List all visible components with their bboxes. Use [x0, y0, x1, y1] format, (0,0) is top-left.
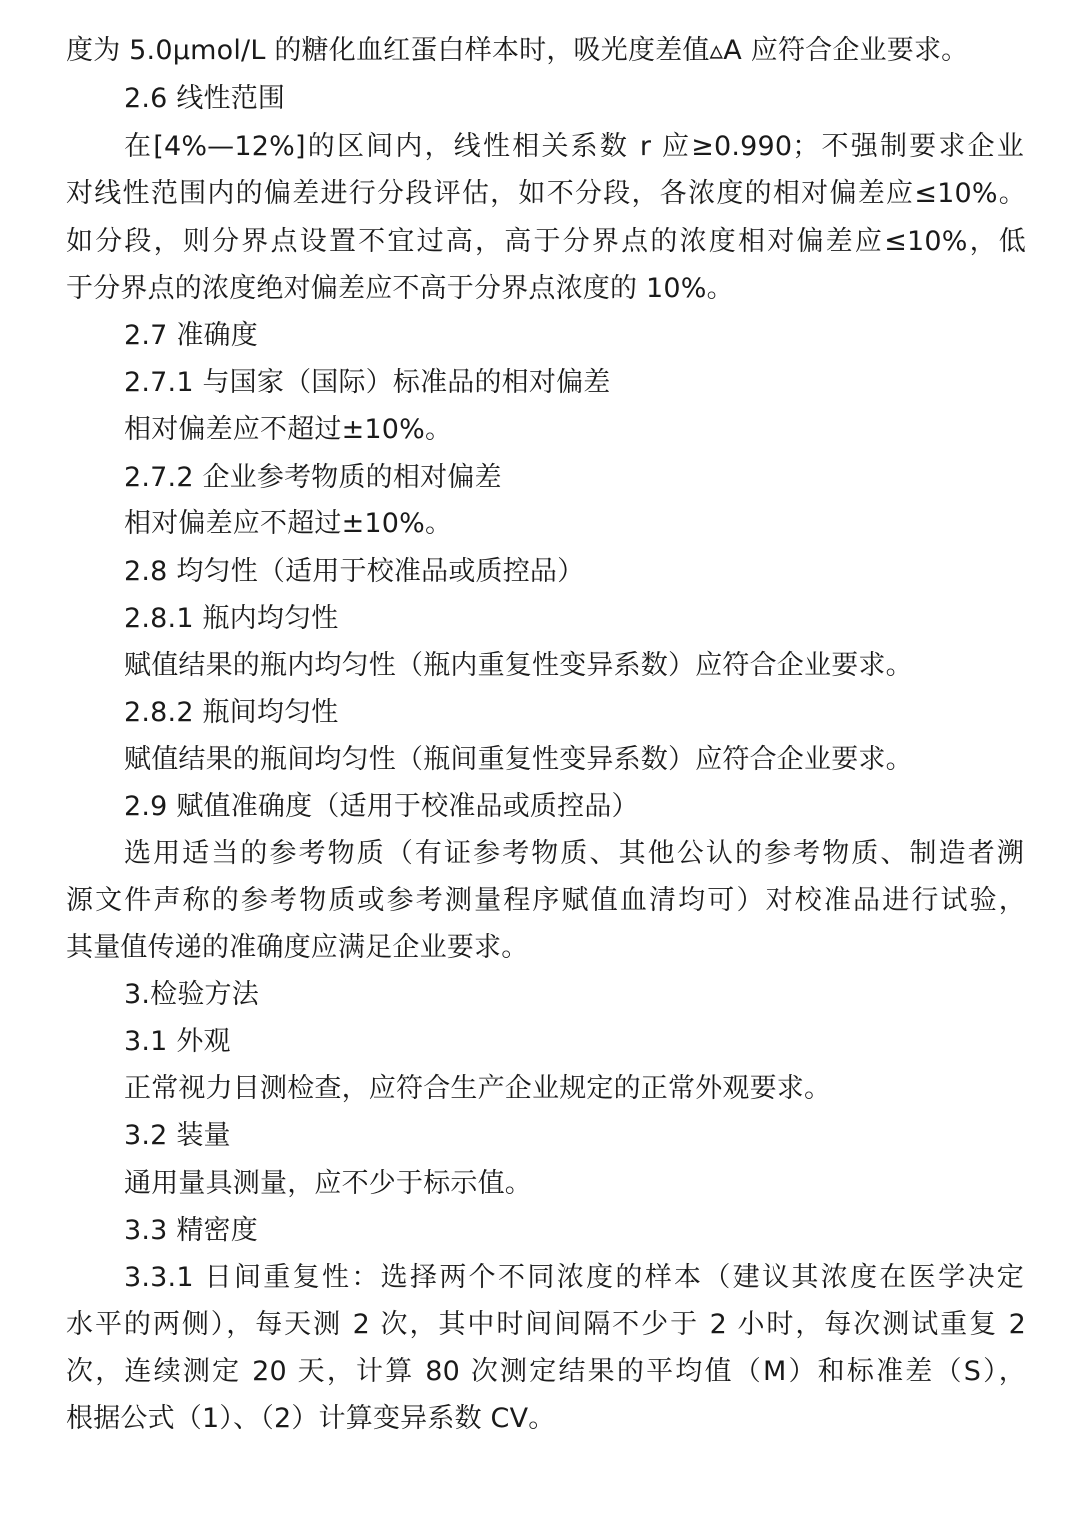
section-heading-2-8: 2.8 均匀性（适用于校准品或质控品）	[124, 556, 585, 587]
section-heading-3-3: 3.3 精密度	[124, 1215, 258, 1246]
section-heading-2-7: 2.7 准确度	[124, 320, 258, 351]
text-line-27: 3.3.1 日间重复性：选择两个不同浓度的样本（建议其浓度在医学决定	[124, 1262, 1024, 1293]
text-line-4: 对线性范围内的偏差进行分段评估，如不分段，各浓度的相对偏差应≤10%。	[66, 178, 1026, 209]
text-line-5: 如分段，则分界点设置不宜过高，高于分界点的浓度相对偏差应≤10%，低	[66, 226, 1026, 257]
section-heading-2-9: 2.9 赋值准确度（适用于校准品或质控品）	[124, 791, 639, 822]
section-heading-2-6: 2.6 线性范围	[124, 83, 286, 114]
text-line-19: 源文件声称的参考物质或参考测量程序赋值血清均可）对校准品进行试验，	[66, 885, 1026, 916]
text-line-11: 相对偏差应不超过±10%。	[124, 508, 453, 539]
section-heading-2-7-2: 2.7.2 企业参考物质的相对偏差	[124, 462, 502, 493]
text-line-29: 次，连续测定 20 天，计算 80 次测定结果的平均值（M）和标准差（S），	[66, 1356, 1026, 1387]
text-line-6: 于分界点的浓度绝对偏差应不高于分界点浓度的 10%。	[66, 273, 734, 304]
text-line-16: 赋值结果的瓶间均匀性（瓶间重复性变异系数）应符合企业要求。	[124, 744, 913, 775]
section-heading-2-8-2: 2.8.2 瓶间均匀性	[124, 697, 339, 728]
section-heading-2-7-1: 2.7.1 与国家（国际）标准品的相对偏差	[124, 367, 611, 398]
text-line-14: 赋值结果的瓶内均匀性（瓶内重复性变异系数）应符合企业要求。	[124, 650, 913, 681]
section-heading-3: 3.检验方法	[124, 979, 259, 1010]
text-line-1: 度为 5.0μmol/L 的糖化血红蛋白样本时，吸光度差值▵A 应符合企业要求。	[66, 35, 969, 66]
text-line-23: 正常视力目测检查，应符合生产企业规定的正常外观要求。	[124, 1073, 832, 1104]
text-line-30: 根据公式（1）、（2）计算变异系数 CV。	[66, 1403, 556, 1434]
text-line-18: 选用适当的参考物质（有证参考物质、其他公认的参考物质、制造者溯	[124, 838, 1024, 869]
section-heading-3-1: 3.1 外观	[124, 1026, 231, 1057]
text-line-20: 其量值传递的准确度应满足企业要求。	[66, 932, 529, 963]
text-line-3: 在[4%—12%]的区间内，线性相关系数 r 应≥0.990；不强制要求企业	[124, 131, 1024, 162]
text-line-9: 相对偏差应不超过±10%。	[124, 414, 453, 445]
text-line-28: 水平的两侧），每天测 2 次，其中时间间隔不少于 2 小时，每次测试重复 2	[66, 1309, 1026, 1340]
text-line-25: 通用量具测量，应不少于标示值。	[124, 1168, 532, 1199]
section-heading-3-2: 3.2 装量	[124, 1120, 231, 1151]
section-heading-2-8-1: 2.8.1 瓶内均匀性	[124, 603, 339, 634]
